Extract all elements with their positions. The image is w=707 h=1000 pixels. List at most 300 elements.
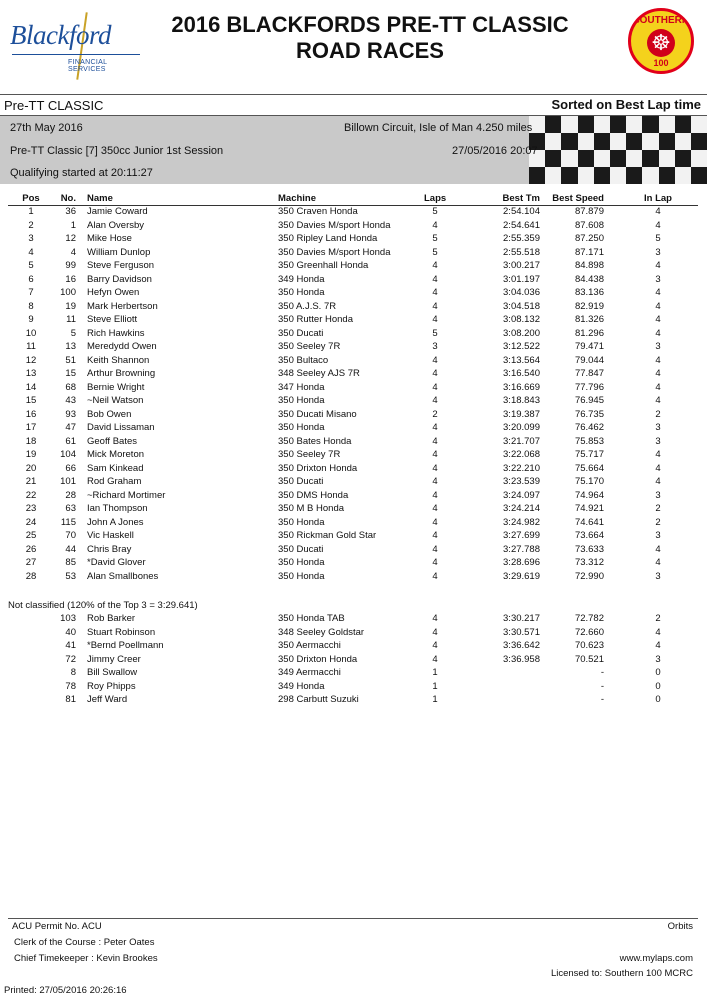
- cell-in-lap: 4: [655, 219, 661, 231]
- cell-pos: 26: [25, 543, 37, 555]
- cell-in-lap: 4: [655, 476, 661, 487]
- southern-100-badge: [628, 8, 694, 74]
- cell-pos: 25: [25, 530, 37, 541]
- cell-machine: 350 Drixton Honda: [278, 653, 358, 665]
- cell-machine: 350 Drixton Honda: [278, 462, 358, 474]
- cell-best-time: 3:19.387: [503, 408, 540, 420]
- cell-laps: 3: [432, 341, 438, 352]
- cell-laps: 5: [432, 206, 438, 217]
- cell-in-lap: 4: [655, 557, 661, 568]
- page-title: [150, 12, 590, 64]
- cell-laps: 4: [432, 503, 438, 514]
- cell-no: 51: [65, 354, 76, 366]
- table-row: [0, 409, 707, 423]
- cell-best-speed: 75.170: [574, 476, 604, 487]
- cell-pos: 16: [25, 408, 37, 420]
- cell-no: 47: [65, 422, 76, 433]
- cell-best-time: 3:08.200: [503, 327, 540, 339]
- cell-best-speed: 75.664: [574, 462, 604, 474]
- cell-pos: 24: [25, 516, 37, 528]
- cell-machine: 350 Rutter Honda: [278, 314, 353, 325]
- cell-pos: 5: [28, 260, 34, 271]
- cell-name: Roy Phipps: [87, 680, 136, 692]
- table-row: [0, 681, 707, 695]
- cell-best-speed: 75.717: [574, 449, 604, 460]
- table-row: [0, 260, 707, 274]
- cell-machine: 349 Aermacchi: [278, 667, 341, 678]
- cell-in-lap: 0: [655, 694, 661, 705]
- cell-laps: 4: [432, 489, 438, 501]
- cell-no: 70: [65, 530, 76, 541]
- cell-machine: 348 Seeley Goldstar: [278, 626, 365, 638]
- website-link[interactable]: www.mylaps.com: [619, 953, 693, 964]
- table-row: [0, 476, 707, 490]
- table-row: [0, 368, 707, 382]
- event-class: Pre-TT CLASSIC: [4, 98, 104, 113]
- cell-in-lap: 4: [655, 314, 661, 325]
- col-no: No.: [60, 193, 76, 204]
- triskelion-icon: [647, 29, 675, 57]
- cell-in-lap: 3: [655, 570, 661, 582]
- cell-in-lap: 0: [655, 680, 661, 692]
- cell-pos: 2: [28, 219, 34, 231]
- cell-laps: 4: [432, 381, 438, 393]
- acu-permit: ACU Permit No. ACU: [12, 921, 102, 932]
- cell-machine: 350 Honda: [278, 570, 325, 582]
- cell-no: 101: [60, 476, 76, 487]
- cell-pos: 8: [28, 300, 34, 312]
- col-best-time: Best Tm: [502, 193, 540, 204]
- cell-in-lap: 0: [655, 667, 661, 678]
- cell-pos: 12: [25, 354, 37, 366]
- cell-best-speed: 73.312: [574, 557, 604, 568]
- cell-no: 8: [70, 667, 76, 678]
- cell-best-speed: 84.898: [574, 260, 604, 271]
- table-row: [0, 274, 707, 288]
- cell-laps: 4: [432, 422, 438, 433]
- cell-name: Steve Ferguson: [87, 260, 155, 271]
- cell-best-speed: 74.921: [574, 503, 604, 514]
- cell-laps: 4: [432, 368, 438, 379]
- licensed-to: Licensed to: Southern 100 MCRC: [550, 968, 693, 979]
- cell-best-speed: 72.782: [574, 613, 604, 624]
- cell-best-speed: 81.326: [574, 314, 604, 325]
- cell-machine: 350 Ducati: [278, 543, 324, 555]
- cell-in-lap: 3: [655, 435, 661, 447]
- cell-best-speed: 79.044: [574, 354, 604, 366]
- cell-name: Bernie Wright: [87, 381, 145, 393]
- cell-pos: 21: [25, 476, 37, 487]
- cell-in-lap: 4: [655, 368, 661, 379]
- table-row: [0, 314, 707, 328]
- cell-pos: 17: [25, 422, 37, 433]
- cell-name: Jimmy Creer: [87, 653, 141, 665]
- cell-pos: 1: [28, 206, 34, 217]
- cell-best-speed: 76.735: [574, 408, 604, 420]
- table-row: [0, 530, 707, 544]
- cell-name: Alan Smallbones: [87, 570, 159, 582]
- cell-machine: 350 Rickman Gold Star: [278, 530, 377, 541]
- cell-no: 93: [65, 408, 76, 420]
- cell-best-speed: 72.660: [574, 626, 604, 638]
- cell-laps: 4: [432, 300, 438, 312]
- cell-machine: 350 Ducati Misano: [278, 408, 357, 420]
- cell-name: Mick Moreton: [87, 449, 145, 460]
- cell-laps: 4: [432, 260, 438, 271]
- cell-best-speed: 84.438: [574, 273, 604, 285]
- cell-pos: 23: [25, 503, 37, 514]
- cell-machine: 347 Honda: [278, 381, 325, 393]
- cell-best-speed: 82.919: [574, 300, 604, 312]
- event-timestamp: 27/05/2016 20:07: [452, 145, 538, 157]
- cell-machine: 348 Seeley AJS 7R: [278, 368, 360, 379]
- logo-wordmark: Blackford: [10, 20, 111, 50]
- cell-best-speed: 77.796: [574, 381, 604, 393]
- cell-laps: 4: [432, 530, 438, 541]
- cell-in-lap: 4: [655, 640, 661, 651]
- cell-laps: 4: [432, 219, 438, 231]
- cell-best-time: 3:24.982: [503, 516, 540, 528]
- cell-in-lap: 3: [655, 273, 661, 285]
- cell-laps: 4: [432, 557, 438, 568]
- cell-no: 5: [70, 327, 76, 339]
- chief-timekeeper: Chief Timekeeper : Kevin Brookes: [14, 953, 158, 964]
- cell-in-lap: 4: [655, 327, 661, 339]
- cell-no: 11: [66, 314, 76, 325]
- cell-laps: 4: [432, 613, 438, 624]
- cell-laps: 4: [432, 273, 438, 285]
- table-row: [0, 694, 707, 708]
- cell-machine: 350 M B Honda: [278, 503, 345, 514]
- cell-best-time: 3:00.217: [503, 260, 540, 271]
- badge-top-text: SOUTHERN: [632, 15, 690, 26]
- event-date: 27th May 2016: [10, 122, 83, 134]
- table-row: [0, 355, 707, 369]
- cell-in-lap: 4: [655, 287, 661, 298]
- cell-machine: 298 Carbutt Suzuki: [278, 694, 359, 705]
- col-machine: Machine: [278, 193, 317, 204]
- title-line-2: ROAD RACES: [296, 38, 444, 63]
- logo-subtitle: FINANCIAL SERVICES: [68, 59, 108, 73]
- cell-best-speed: -: [600, 680, 604, 692]
- table-row: [0, 571, 707, 585]
- cell-no: 44: [65, 543, 76, 555]
- cell-machine: 350 Davies M/sport Honda: [278, 219, 391, 231]
- clerk-of-course: Clerk of the Course : Peter Oates: [14, 937, 155, 948]
- cell-name: Jamie Coward: [87, 206, 148, 217]
- cell-best-speed: 73.633: [574, 543, 604, 555]
- cell-pos: 11: [26, 341, 36, 352]
- cell-machine: 350 Seeley 7R: [278, 341, 341, 352]
- cell-name: Geoff Bates: [87, 435, 137, 447]
- cell-best-time: 3:27.699: [503, 530, 540, 541]
- col-name: Name: [87, 193, 113, 204]
- cell-in-lap: 3: [655, 246, 661, 258]
- cell-best-time: 3:16.669: [503, 381, 540, 393]
- cell-in-lap: 4: [655, 381, 661, 393]
- cell-best-speed: 87.879: [574, 206, 604, 217]
- table-row: [0, 544, 707, 558]
- table-row: [0, 233, 707, 247]
- badge-number: 100: [653, 58, 669, 68]
- cell-best-speed: 72.990: [574, 570, 604, 582]
- cell-name: ~Neil Watson: [87, 395, 144, 406]
- cell-laps: 4: [432, 287, 438, 298]
- footer-divider: [8, 918, 698, 919]
- cell-no: 53: [65, 570, 76, 582]
- cell-name: Keith Shannon: [87, 354, 150, 366]
- cell-machine: 350 Honda: [278, 422, 325, 433]
- cell-best-time: 3:12.522: [503, 341, 540, 352]
- table-row: [0, 503, 707, 517]
- cell-best-time: 3:30.217: [503, 613, 540, 624]
- cell-best-speed: -: [600, 694, 604, 705]
- cell-in-lap: 4: [655, 449, 661, 460]
- table-row: [0, 654, 707, 668]
- cell-machine: 350 Aermacchi: [278, 640, 341, 651]
- cell-name: Hefyn Owen: [87, 287, 140, 298]
- cell-laps: 5: [432, 233, 438, 244]
- cell-laps: 4: [432, 435, 438, 447]
- cell-best-time: 3:29.619: [503, 570, 540, 582]
- cell-machine: 350 Ducati: [278, 476, 324, 487]
- cell-name: John A Jones: [87, 516, 144, 528]
- cell-best-time: 3:36.958: [503, 653, 540, 665]
- cell-pos: 22: [25, 489, 37, 501]
- cell-pos: 13: [25, 368, 37, 379]
- cell-in-lap: 4: [655, 462, 661, 474]
- event-circuit: Billown Circuit, Isle of Man 4.250 miles: [344, 122, 533, 134]
- cell-in-lap: 3: [655, 341, 661, 352]
- table-row: [0, 382, 707, 396]
- cell-best-speed: 87.171: [574, 246, 604, 258]
- cell-pos: 28: [25, 570, 37, 582]
- cell-no: 100: [60, 287, 76, 298]
- cell-name: *Bernd Poellmann: [87, 640, 164, 651]
- cell-name: Bob Owen: [87, 408, 132, 420]
- cell-in-lap: 4: [655, 395, 661, 406]
- cell-in-lap: 2: [655, 516, 661, 528]
- table-row: [0, 247, 707, 261]
- cell-name: Vic Haskell: [87, 530, 134, 541]
- col-pos: Pos: [22, 193, 40, 204]
- cell-laps: 4: [432, 462, 438, 474]
- cell-name: Rich Hawkins: [87, 327, 145, 339]
- cell-no: 85: [65, 557, 76, 568]
- cell-best-time: 2:54.641: [503, 219, 540, 231]
- cell-best-time: 3:22.210: [503, 462, 540, 474]
- table-row: [0, 640, 707, 654]
- table-row: [0, 517, 707, 531]
- cell-no: 81: [65, 694, 76, 705]
- cell-best-speed: 77.847: [574, 368, 604, 379]
- col-in-lap: In Lap: [644, 193, 672, 204]
- cell-best-time: 3:22.068: [503, 449, 540, 460]
- cell-best-time: 3:27.788: [503, 543, 540, 555]
- cell-no: 61: [65, 435, 76, 447]
- title-line-1: 2016 BLACKFORDS PRE-TT CLASSIC: [171, 12, 569, 37]
- cell-name: Chris Bray: [87, 543, 132, 555]
- cell-name: ~Richard Mortimer: [87, 489, 166, 501]
- cell-machine: 350 Honda: [278, 395, 325, 406]
- table-row: [0, 341, 707, 355]
- cell-machine: 350 Craven Honda: [278, 206, 358, 217]
- cell-name: Stuart Robinson: [87, 626, 156, 638]
- cell-pos: 4: [28, 246, 34, 258]
- cell-machine: 350 Greenhall Honda: [278, 260, 369, 271]
- cell-best-speed: 74.641: [574, 516, 604, 528]
- blackford-logo: [8, 6, 138, 78]
- cell-best-time: 3:01.197: [503, 273, 540, 285]
- cell-machine: 350 Bultaco: [278, 354, 329, 366]
- cell-in-lap: 3: [655, 422, 661, 433]
- printed-timestamp: Printed: 27/05/2016 20:26:16: [4, 985, 127, 996]
- cell-laps: 4: [432, 354, 438, 366]
- cell-in-lap: 4: [655, 626, 661, 638]
- table-row: [0, 287, 707, 301]
- cell-pos: 7: [28, 287, 34, 298]
- table-row: [0, 206, 707, 220]
- cell-no: 19: [65, 300, 76, 312]
- cell-best-time: 3:18.843: [503, 395, 540, 406]
- cell-best-time: 3:04.518: [503, 300, 540, 312]
- cell-machine: 349 Honda: [278, 273, 325, 285]
- logo-rule: [12, 54, 140, 55]
- table-row: [0, 463, 707, 477]
- cell-name: Rod Graham: [87, 476, 142, 487]
- cell-no: 103: [60, 613, 76, 624]
- cell-laps: 5: [432, 327, 438, 339]
- cell-in-lap: 4: [655, 354, 661, 366]
- cell-pos: 15: [25, 395, 37, 406]
- cell-best-speed: 76.462: [574, 422, 604, 433]
- cell-best-speed: 75.853: [574, 435, 604, 447]
- cell-machine: 350 Davies M/sport Honda: [278, 246, 391, 258]
- cell-laps: 1: [432, 680, 438, 692]
- cell-laps: 4: [432, 543, 438, 555]
- not-classified-heading: Not classified (120% of the Top 3 = 3:29.641): [8, 600, 198, 611]
- cell-pos: 14: [25, 381, 37, 393]
- table-row: [0, 627, 707, 641]
- cell-no: 41: [65, 640, 76, 651]
- qualifying-start: Qualifying started at 20:11:27: [10, 167, 153, 179]
- cell-best-time: 3:04.036: [503, 287, 540, 298]
- cell-in-lap: 4: [655, 206, 661, 217]
- cell-best-speed: 70.623: [574, 640, 604, 651]
- table-row: [0, 557, 707, 571]
- cell-machine: 350 Ducati: [278, 327, 324, 339]
- cell-no: 12: [65, 233, 76, 244]
- cell-no: 40: [65, 626, 76, 638]
- cell-no: 63: [65, 503, 76, 514]
- cell-no: 72: [65, 653, 76, 665]
- cell-name: Arthur Browning: [87, 368, 156, 379]
- table-row: [0, 328, 707, 342]
- cell-no: 115: [60, 516, 76, 528]
- cell-best-time: 3:30.571: [503, 626, 540, 638]
- cell-best-speed: 73.664: [574, 530, 604, 541]
- cell-in-lap: 4: [655, 543, 661, 555]
- cell-pos: 27: [25, 557, 37, 568]
- cell-best-time: 3:20.099: [503, 422, 540, 433]
- event-info-panel: [0, 116, 707, 184]
- cell-pos: 6: [28, 273, 34, 285]
- table-row: [0, 449, 707, 463]
- cell-in-lap: 4: [655, 260, 661, 271]
- cell-no: 36: [65, 206, 76, 217]
- cell-best-speed: 70.521: [574, 653, 604, 665]
- cell-machine: 350 A.J.S. 7R: [278, 300, 337, 312]
- cell-pos: 3: [28, 233, 34, 244]
- cell-in-lap: 5: [655, 233, 661, 244]
- cell-name: David Lissaman: [87, 422, 155, 433]
- cell-pos: 19: [25, 449, 37, 460]
- cell-pos: 9: [28, 314, 34, 325]
- cell-best-time: 3:23.539: [503, 476, 540, 487]
- cell-best-speed: 83.136: [574, 287, 604, 298]
- cell-no: 16: [65, 273, 76, 285]
- cell-pos: 20: [25, 462, 37, 474]
- cell-best-time: 3:13.564: [503, 354, 540, 366]
- cell-name: William Dunlop: [87, 246, 151, 258]
- cell-machine: 350 DMS Honda: [278, 489, 349, 501]
- col-laps: Laps: [424, 193, 447, 204]
- cell-machine: 350 Ripley Land Honda: [278, 233, 378, 244]
- cell-name: Jeff Ward: [87, 694, 128, 705]
- cell-best-time: 2:55.518: [503, 246, 540, 258]
- cell-laps: 4: [432, 314, 438, 325]
- cell-best-time: 2:55.359: [503, 233, 540, 244]
- cell-name: Steve Elliott: [87, 314, 138, 325]
- cell-no: 15: [65, 368, 76, 379]
- cell-laps: 4: [432, 449, 438, 460]
- cell-name: Meredydd Owen: [87, 341, 157, 352]
- sort-order: Sorted on Best Lap time: [551, 97, 701, 112]
- cell-machine: 350 Seeley 7R: [278, 449, 341, 460]
- cell-best-speed: 74.964: [574, 489, 604, 501]
- cell-laps: 4: [432, 476, 438, 487]
- cell-no: 99: [65, 260, 76, 271]
- cell-name: Ian Thompson: [87, 503, 148, 514]
- cell-name: Mark Herbertson: [87, 300, 158, 312]
- cell-name: *David Glover: [87, 557, 146, 568]
- cell-no: 28: [65, 489, 76, 501]
- cell-machine: 350 Bates Honda: [278, 435, 352, 447]
- cell-laps: 4: [432, 640, 438, 651]
- chequered-flag-graphic: [529, 116, 707, 184]
- cell-no: 1: [70, 219, 76, 231]
- cell-in-lap: 3: [655, 653, 661, 665]
- cell-best-time: 3:28.696: [503, 557, 540, 568]
- orbits-label: Orbits: [667, 921, 693, 932]
- cell-laps: 4: [432, 653, 438, 665]
- cell-name: Sam Kinkead: [87, 462, 144, 474]
- cell-laps: 1: [432, 667, 438, 678]
- cell-best-speed: 87.608: [574, 219, 604, 231]
- table-row: [0, 422, 707, 436]
- cell-best-speed: 76.945: [574, 395, 604, 406]
- table-row: [0, 613, 707, 627]
- cell-best-time: 3:24.097: [503, 489, 540, 501]
- cell-machine: 350 Honda: [278, 287, 325, 298]
- cell-no: 43: [65, 395, 76, 406]
- cell-no: 68: [65, 381, 76, 393]
- cell-in-lap: 3: [655, 489, 661, 501]
- cell-machine: 349 Honda: [278, 680, 325, 692]
- cell-pos: 18: [25, 435, 37, 447]
- cell-best-speed: -: [600, 667, 604, 678]
- cell-name: Alan Oversby: [87, 219, 145, 231]
